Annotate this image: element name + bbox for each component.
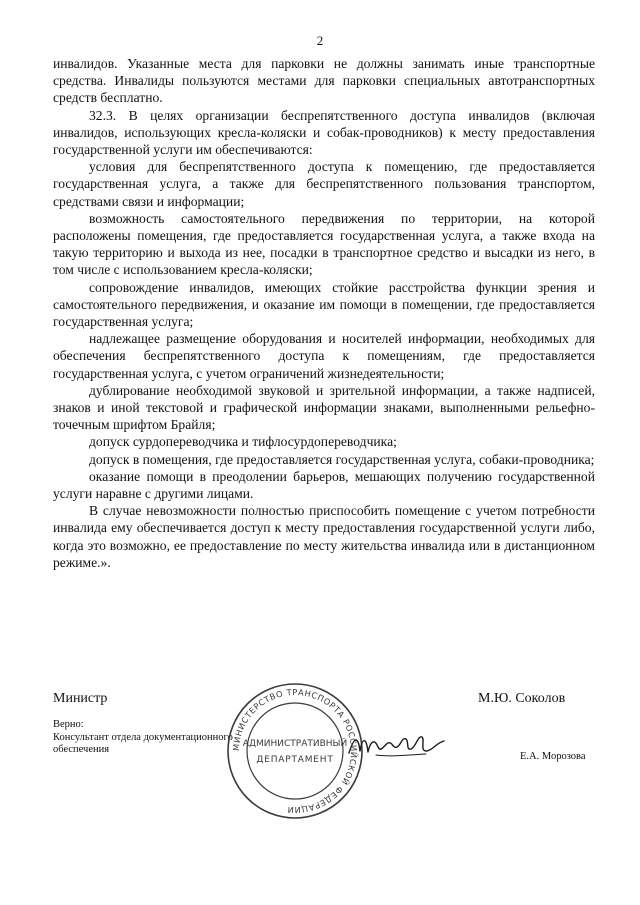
stamp-line-1: АДМИНИСТРАТИВНЫЙ	[242, 739, 348, 749]
paragraph: В случае невозможности полностью приспособить помещение с учетом потребности инвалида ему обеспечивается доступ к месту предоставления государственной услуги либо, когда это возможно, ее предоставление по месту жительства инвалида или в дистанционном режиме.».	[53, 503, 595, 570]
handwritten-signature	[346, 725, 446, 765]
certifier-position: Консультант отдела документационного	[53, 731, 233, 743]
stamp-line-2: ДЕПАРТАМЕНТ	[256, 755, 334, 765]
paragraph: надлежащее размещение оборудования и носителей информации, необходимых для обеспечения беспрепятственного доступа к помещениям, где предоставляется государственная услуга, с учетом ограничений жизнедеятельности;	[53, 331, 595, 381]
official-stamp	[226, 682, 364, 820]
paragraph: допуск сурдопереводчика и тифлосурдопереводчика;	[89, 434, 397, 450]
paragraph: возможность самостоятельного передвижения по территории, на которой расположены помещения, где предоставляется государственная услуга, а также входа на такую территорию и выхода из нее, посадки в транспортное средство и высадки из него, в том числе с использованием кресла-коляски;	[53, 210, 595, 278]
verified-label: Верно:	[53, 719, 84, 730]
paragraph: условия для беспрепятственного доступа к помещению, где предоставляется государственная услуга, а также для беспрепятственного пользования транспортом, средствами связи и информации;	[53, 159, 595, 209]
certifier-name: Е.А. Морозова	[520, 751, 586, 762]
signatory-name: М.Ю. Соколов	[478, 691, 566, 706]
svg-text:МИНИСТЕРСТВО ТРАНСПОРТА РОССИЙ	[231, 687, 360, 815]
paragraph: оказание помощи в преодолении барьеров, мешающих получению государственной услуги наравне с другими лицами.	[53, 468, 595, 502]
certifier-position: обеспечения	[53, 744, 110, 755]
stamp-ring-text: МИНИСТЕРСТВО ТРАНСПОРТА РОССИЙСКОЙ ФЕДЕРАЦИИ	[230, 686, 360, 816]
paragraph: инвалидов. Указанные места для парковки не должны занимать иные транспортные средства. Инвалиды пользуются местами для парковки специальных автотранспортных средств бесплатно.	[53, 56, 595, 106]
signatory-title: Министр	[53, 691, 108, 706]
paragraph: 32.3. В целях организации беспрепятственного доступа инвалидов (включая инвалидов, использующих кресла-коляски и собак-проводников) к месту предоставления государственной услуги им обеспечиваются:	[53, 107, 595, 158]
paragraph: дублирование необходимой звуковой и зрительной информации, а также надписей, знаков и иной текстовой и графической информации знаками, выполненными рельефно-точечным шрифтом Брайля;	[53, 382, 595, 433]
document-body	[53, 55, 595, 571]
certification-block	[53, 719, 233, 757]
paragraph: сопровождение инвалидов, имеющих стойкие расстройства функции зрения и самостоятельного передвижения, и оказание им помощи в помещении, где предоставляется государственная услуга;	[53, 279, 595, 330]
paragraph: допуск в помещения, где предоставляется государственная услуга, собаки-проводника;	[89, 451, 595, 467]
page-number: 2	[316, 33, 324, 48]
